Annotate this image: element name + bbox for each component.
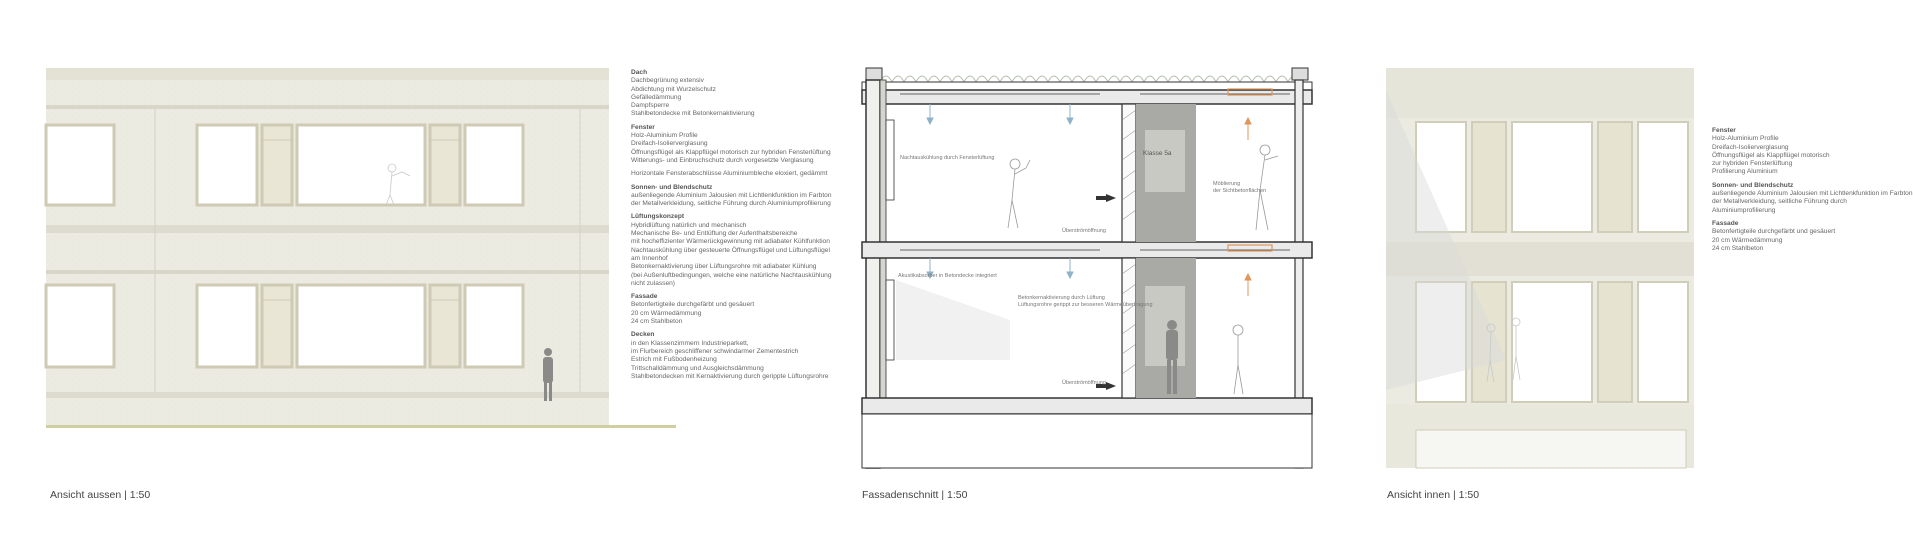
note-line: Witterungs- und Einbruchschutz durch vorgesetzte Verglasung (631, 156, 814, 164)
partition-wall-lower (1122, 258, 1136, 398)
note-line: mit hocheffizienter Wärmerückgewinnung mit adiabater Kühlfunktion (631, 238, 830, 246)
note-heading: Fenster (1712, 127, 1736, 134)
basement (862, 414, 1312, 468)
note-line: Mechanische Be- und Entlüftung der Aufenthaltsbereiche (631, 230, 798, 238)
label-acoustic: Akustikabsorber in Betondecke integriert (898, 273, 997, 279)
floor-slab-lower (862, 398, 1312, 414)
note-line: außenliegende Aluminium Jalousien mit Lichtlenkfunktion im Farbton (1712, 190, 1913, 198)
note-line: im Flurbereich geschliffener schwindarmer Zementestrich (631, 347, 799, 355)
note-line: Nachtauskühlung über gesteuerte Öffnungsflügel und Lüftungsflügel (631, 246, 830, 254)
label-concrete-core-1: Betonkernaktivierung durch Lüftung (1018, 295, 1105, 301)
note-line: der Metallverkleidung, seitliche Führung durch (1712, 198, 1847, 206)
label-furniture-1: Möblierung (1213, 181, 1241, 187)
note-line: Estrich mit Fußbodenheizung (631, 356, 717, 364)
note-line: Betonfertigteile durchgefärbt und gesäuert (631, 301, 755, 309)
note-heading: Fassade (1712, 219, 1739, 227)
note-line: Betonfertigteile durchgefärbt und gesäuert (1712, 228, 1836, 236)
note-heading: Sonnen- und Blendschutz (631, 183, 713, 191)
note-line: Trittschalldämmung und Ausgleichsdämmung (631, 364, 764, 372)
note-line: Holz-Aluminium Profile (631, 132, 698, 140)
roof-slab (862, 90, 1312, 104)
note-line: Gefälledämmung (631, 93, 682, 101)
note-line: Abdichtung mit Wurzelschutz (631, 85, 716, 93)
note-section (631, 293, 856, 326)
note-line: Stahlbetondecken mit Kernaktivierung durch gerippte Lüftungsrohre (631, 372, 829, 380)
note-line: (bei Außenluftbedingungen, welche eine natürliche Nachtauskühlung (631, 271, 832, 279)
note-line: Profilierung Aluminium (1712, 168, 1778, 176)
label-room: Klasse 5a (1143, 150, 1172, 157)
label-furniture-2: der Sichtbetonflächen (1213, 188, 1267, 194)
note-section (631, 331, 856, 381)
note-section (631, 124, 856, 165)
exterior-elevation (0, 0, 640, 470)
note-section (631, 170, 856, 178)
note-heading: Sonnen- und Blendschutz (1712, 181, 1794, 189)
note-line: Horizontale Fensterabschlüsse Aluminiumbleche eloxiert, gedämmt (631, 170, 828, 178)
label-night-cooling: Nachtauskühlung durch Fensterlüftung (900, 155, 995, 161)
note-line: Öffnungsflügel als Klappflügel motorisch zur hybriden Fensterlüftung (631, 148, 831, 156)
note-line: 20 cm Wärmedämmung (1712, 236, 1783, 244)
parapet (46, 68, 609, 80)
note-heading: Decken (631, 331, 655, 339)
notes-right (1712, 127, 1913, 258)
ground-line (46, 425, 676, 428)
note-section (1712, 181, 1913, 215)
label-overflow-lower: Überströmöffnung (1062, 380, 1106, 386)
note-line: der Metallverkleidung, seitliche Führung durch Aluminiumprofilierung (631, 200, 831, 208)
roof-greenery (868, 76, 1300, 82)
note-line: Hybridlüftung natürlich und mechanisch (631, 221, 747, 229)
note-line: am Innenhof (631, 254, 668, 262)
note-heading: Fenster (631, 123, 655, 131)
note-heading: Dach (631, 69, 648, 76)
partition-wall-upper (1122, 104, 1136, 242)
note-line: in den Klassenzimmern Industrieparkett, (631, 339, 749, 347)
facade-section (840, 60, 1400, 470)
caption-section: Fassadenschnitt | 1:50 (862, 489, 968, 501)
note-line: Dachbegrünung extensiv (631, 77, 704, 85)
note-heading: Lüftungskonzept (631, 213, 685, 221)
caption-outside: Ansicht aussen | 1:50 (50, 489, 151, 501)
note-line: Dreifach-Isolierverglasung (631, 140, 708, 148)
note-line: Dampfsperre (631, 102, 670, 110)
note-section (1712, 127, 1872, 177)
note-line: 20 cm Wärmedämmung (631, 309, 702, 317)
note-section (1712, 220, 1872, 253)
note-line: Aluminiumprofilierung (1712, 206, 1776, 214)
note-line: Öffnungsflügel als Klappflügel motorisch (1712, 151, 1830, 159)
note-section (631, 69, 856, 119)
notes-middle (631, 69, 856, 386)
note-line: 24 cm Stahlbeton (1712, 244, 1764, 252)
note-section (631, 184, 856, 209)
caption-inside: Ansicht innen | 1:50 (1387, 489, 1480, 501)
note-line: Betonkernaktivierung über Lüftungsrohre mit adiabater Kühlung (631, 263, 817, 271)
note-line: zur hybriden Fensterlüftung (1712, 160, 1793, 168)
note-line: außenliegende Aluminium Jalousien mit Lichtlenkfunktion im Farbton (631, 191, 832, 199)
interior-window-row-upper (1416, 122, 1688, 232)
label-overflow-upper: Überströmöffnung (1062, 228, 1106, 234)
note-heading: Fassade (631, 293, 658, 301)
note-line: Stahlbetondecke mit Betonkernaktivierung (631, 110, 755, 118)
label-concrete-core-2: Lüftungsrohre gerippt zur besseren Wärmeübertragung (1018, 302, 1153, 308)
note-line: Dreifach-Isolierverglasung (1712, 143, 1789, 151)
note-line: 24 cm Stahlbeton (631, 318, 683, 326)
warm-air-arrows (1245, 118, 1251, 296)
note-line: nicht zulassen) (631, 279, 675, 287)
interior-elevation (1386, 60, 1706, 470)
note-line: Holz-Aluminium Profile (1712, 135, 1779, 143)
note-section (631, 213, 856, 288)
